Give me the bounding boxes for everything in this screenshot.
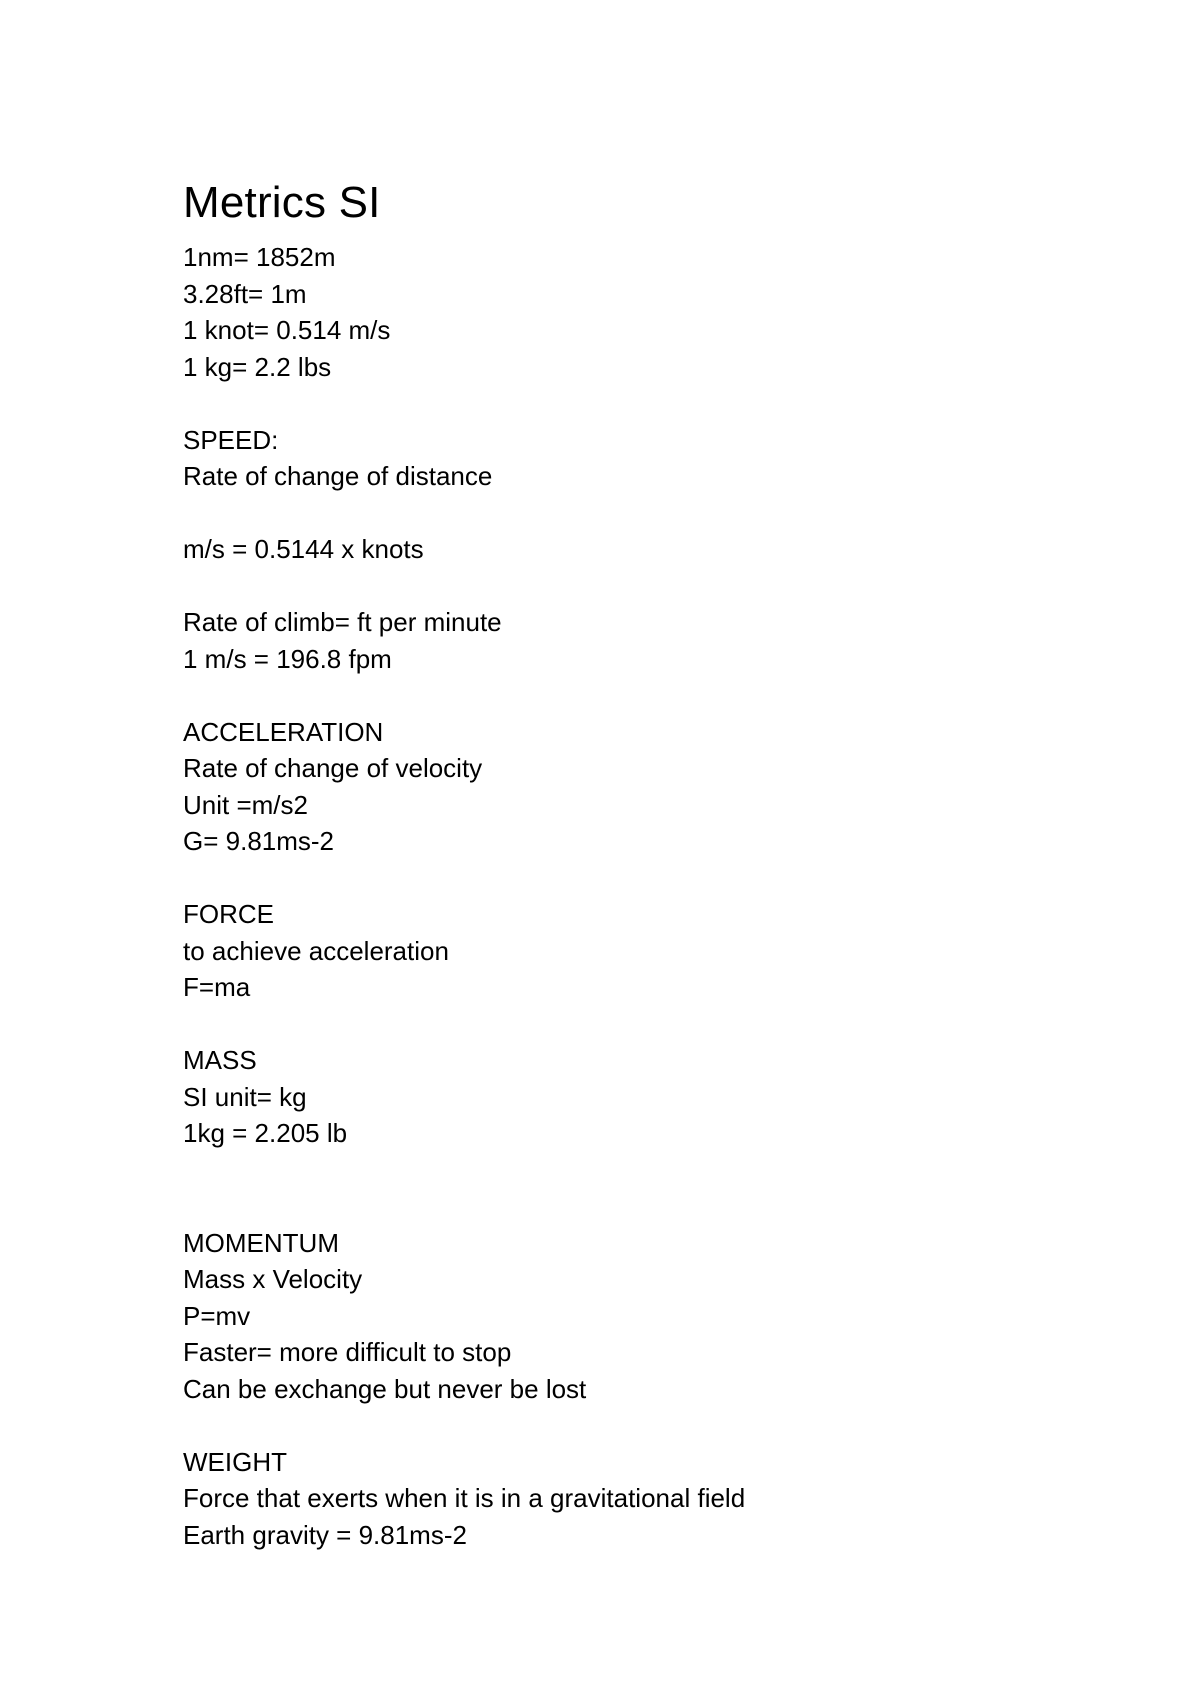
spacer	[183, 495, 1143, 532]
conversion-line: 1 kg= 2.2 lbs	[183, 351, 332, 382]
force-section	[183, 896, 1143, 1006]
conversion-line: 1nm= 1852m	[183, 242, 336, 272]
notes-body	[183, 173, 1143, 1553]
speed-definition: Rate of change of distance	[183, 461, 493, 491]
force-line: F=ma	[183, 972, 251, 1002]
speed-formula: m/s = 0.5144 x knots	[183, 534, 424, 564]
weight-heading: WEIGHT	[183, 1446, 287, 1477]
acceleration-heading: ACCELERATION	[183, 716, 384, 747]
spacer	[183, 1152, 1143, 1225]
mass-section	[183, 1042, 1143, 1152]
climb-conversion-line: 1 m/s = 196.8 fpm	[183, 643, 392, 674]
page-title: Metrics SI	[183, 178, 381, 227]
momentum-line: Can be exchange but never be lost	[183, 1373, 587, 1404]
spacer	[183, 568, 1143, 605]
spacer	[183, 385, 1143, 422]
weight-line: Earth gravity = 9.81ms-2	[183, 1519, 467, 1550]
acceleration-line: G= 9.81ms-2	[183, 826, 335, 856]
acceleration-line: Rate of change of velocity	[183, 753, 483, 783]
momentum-heading: MOMENTUM	[183, 1227, 339, 1258]
spacer	[183, 1006, 1143, 1043]
conversion-line: 1 knot= 0.514 m/s	[183, 315, 391, 345]
spacer	[183, 677, 1143, 714]
climb-rate-line: Rate of climb= ft per minute	[183, 607, 502, 637]
momentum-section	[183, 1225, 1143, 1408]
weight-line: Force that exerts when it is in a gravitational field	[183, 1483, 746, 1513]
conversion-line: 3.28ft= 1m	[183, 278, 307, 309]
force-line: to achieve acceleration	[183, 935, 449, 966]
momentum-line: Faster= more difficult to stop	[183, 1337, 512, 1367]
force-heading: FORCE	[183, 899, 274, 929]
spacer	[183, 860, 1143, 897]
spacer	[183, 1407, 1143, 1444]
momentum-line: Mass x Velocity	[183, 1264, 363, 1294]
mass-heading: MASS	[183, 1045, 257, 1075]
weight-section	[183, 1444, 1143, 1554]
speed-section	[183, 422, 1143, 678]
momentum-line: P=mv	[183, 1300, 251, 1331]
acceleration-section	[183, 714, 1143, 860]
mass-line: SI unit= kg	[183, 1081, 307, 1112]
speed-heading: SPEED:	[183, 424, 279, 455]
mass-line: 1kg = 2.205 lb	[183, 1118, 348, 1148]
conversions-section	[183, 239, 1143, 385]
acceleration-line: Unit =m/s2	[183, 789, 308, 820]
